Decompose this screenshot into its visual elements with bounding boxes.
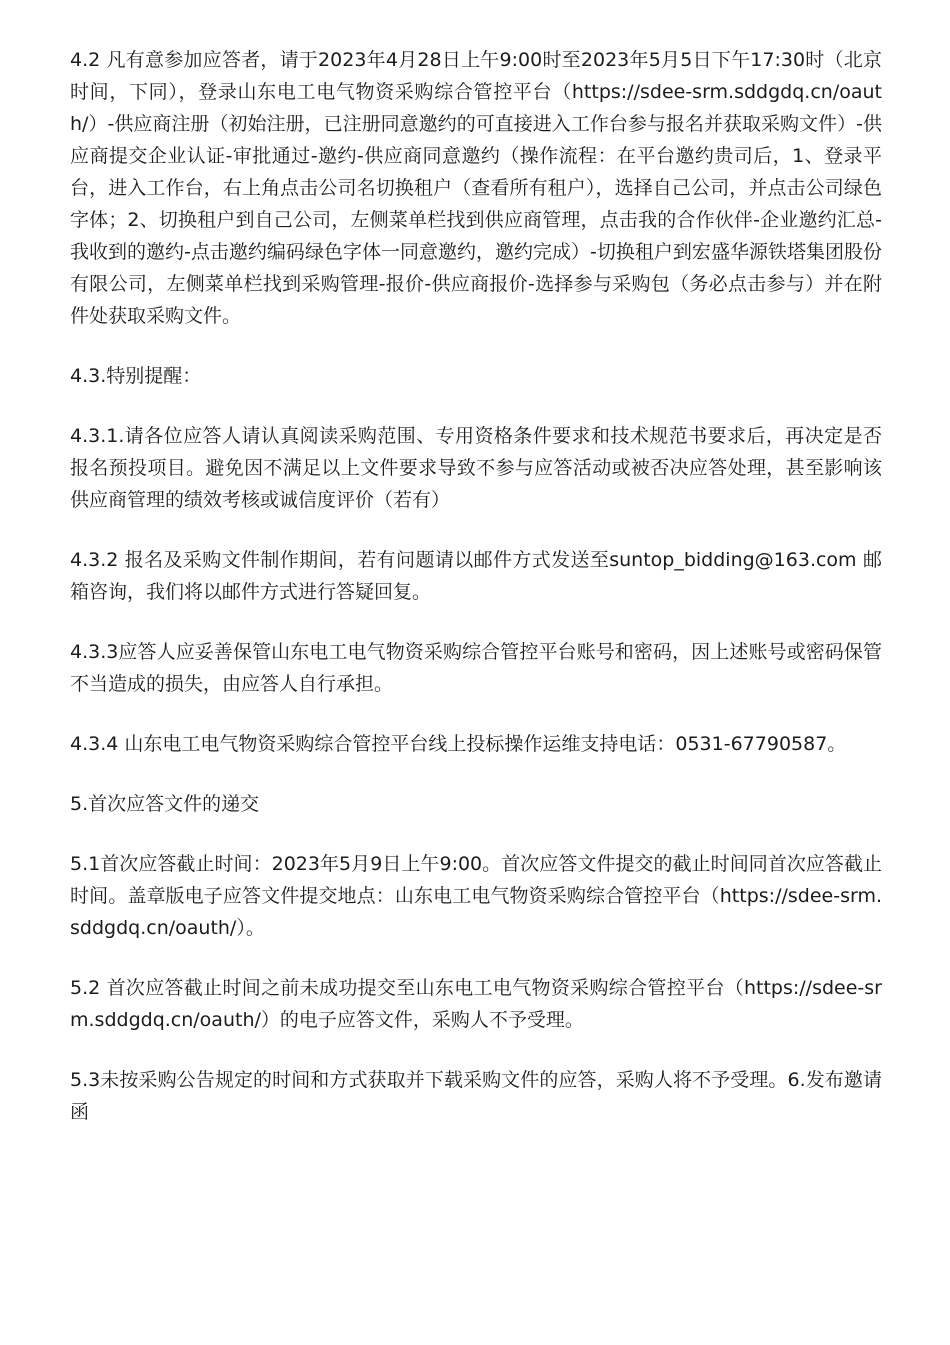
paragraph-5-1: 5.1首次应答截止时间：2023年5月9日上午9:00。首次应答文件提交的截止时间同首次应答截止时间。盖章版电子应答文件提交地点：山东电工电气物资采购综合管控平台（https://sdee-srm.sddgdq.cn/oauth/）。 [70, 853, 882, 939]
paragraph-5-3: 5.3未按采购公告规定的时间和方式获取并下载采购文件的应答，采购人将不予受理。6.发布邀请函 [70, 1069, 882, 1123]
paragraph-4-3-4: 4.3.4 山东电工电气物资采购综合管控平台线上投标操作运维支持电话：0531-67790587。 [70, 733, 847, 755]
heading-5: 5.首次应答文件的递交 [70, 793, 260, 815]
paragraph-4-2: 4.2 凡有意参加应答者，请于2023年4月28日上午9:00时至2023年5月5日下午17:30时（北京时间，下同），登录山东电工电气物资采购综合管控平台（https://sdee-srm.sddgdq.cn/oauth/）-供应商注册（初始注册，已注册同意邀约的可直接进入工作台参与报名并获取采购文件）-供应商提交企业认证-审批通过-邀约-供应商同意邀约（操作流程：在平台邀约贵司后，1、登录平台，进入工作台，右上角点击公司名切换租户（查看所有租户），选择自己公司，并点击公司绿色字体；2、切换租户到自己公司，左侧菜单栏找到供应商管理，点击我的合作伙伴-企业邀约汇总-我收到的邀约-点击邀约编码绿色字体一同意邀约，邀约完成）-切换租户到宏盛华源铁塔集团股份有限公司，左侧菜单栏找到采购管理-报价-供应商报价-选择参与采购包（务必点击参与）并在附件处获取采购文件。 [70, 49, 882, 327]
paragraph-5-2: 5.2 首次应答截止时间之前未成功提交至山东电工电气物资采购综合管控平台（https://sdee-srm.sddgdq.cn/oauth/）的电子应答文件，采购人不予受理。 [70, 977, 882, 1031]
heading-4-3: 4.3.特别提醒： [70, 365, 202, 387]
paragraph-4-3-2: 4.3.2 报名及采购文件制作期间，若有问题请以邮件方式发送至suntop_bidding@163.com 邮箱咨询，我们将以邮件方式进行答疑回复。 [70, 549, 882, 603]
paragraph-4-3-3: 4.3.3应答人应妥善保管山东电工电气物资采购综合管控平台账号和密码，因上述账号或密码保管不当造成的损失，由应答人自行承担。 [70, 641, 882, 695]
document-page [70, 44, 882, 1156]
paragraph-4-3-1: 4.3.1.请各位应答人请认真阅读采购范围、专用资格条件要求和技术规范书要求后，再决定是否报名预投项目。避免因不满足以上文件要求导致不参与应答活动或被否决应答处理，甚至影响该供应商管理的绩效考核或诚信度评价（若有） [70, 425, 882, 511]
